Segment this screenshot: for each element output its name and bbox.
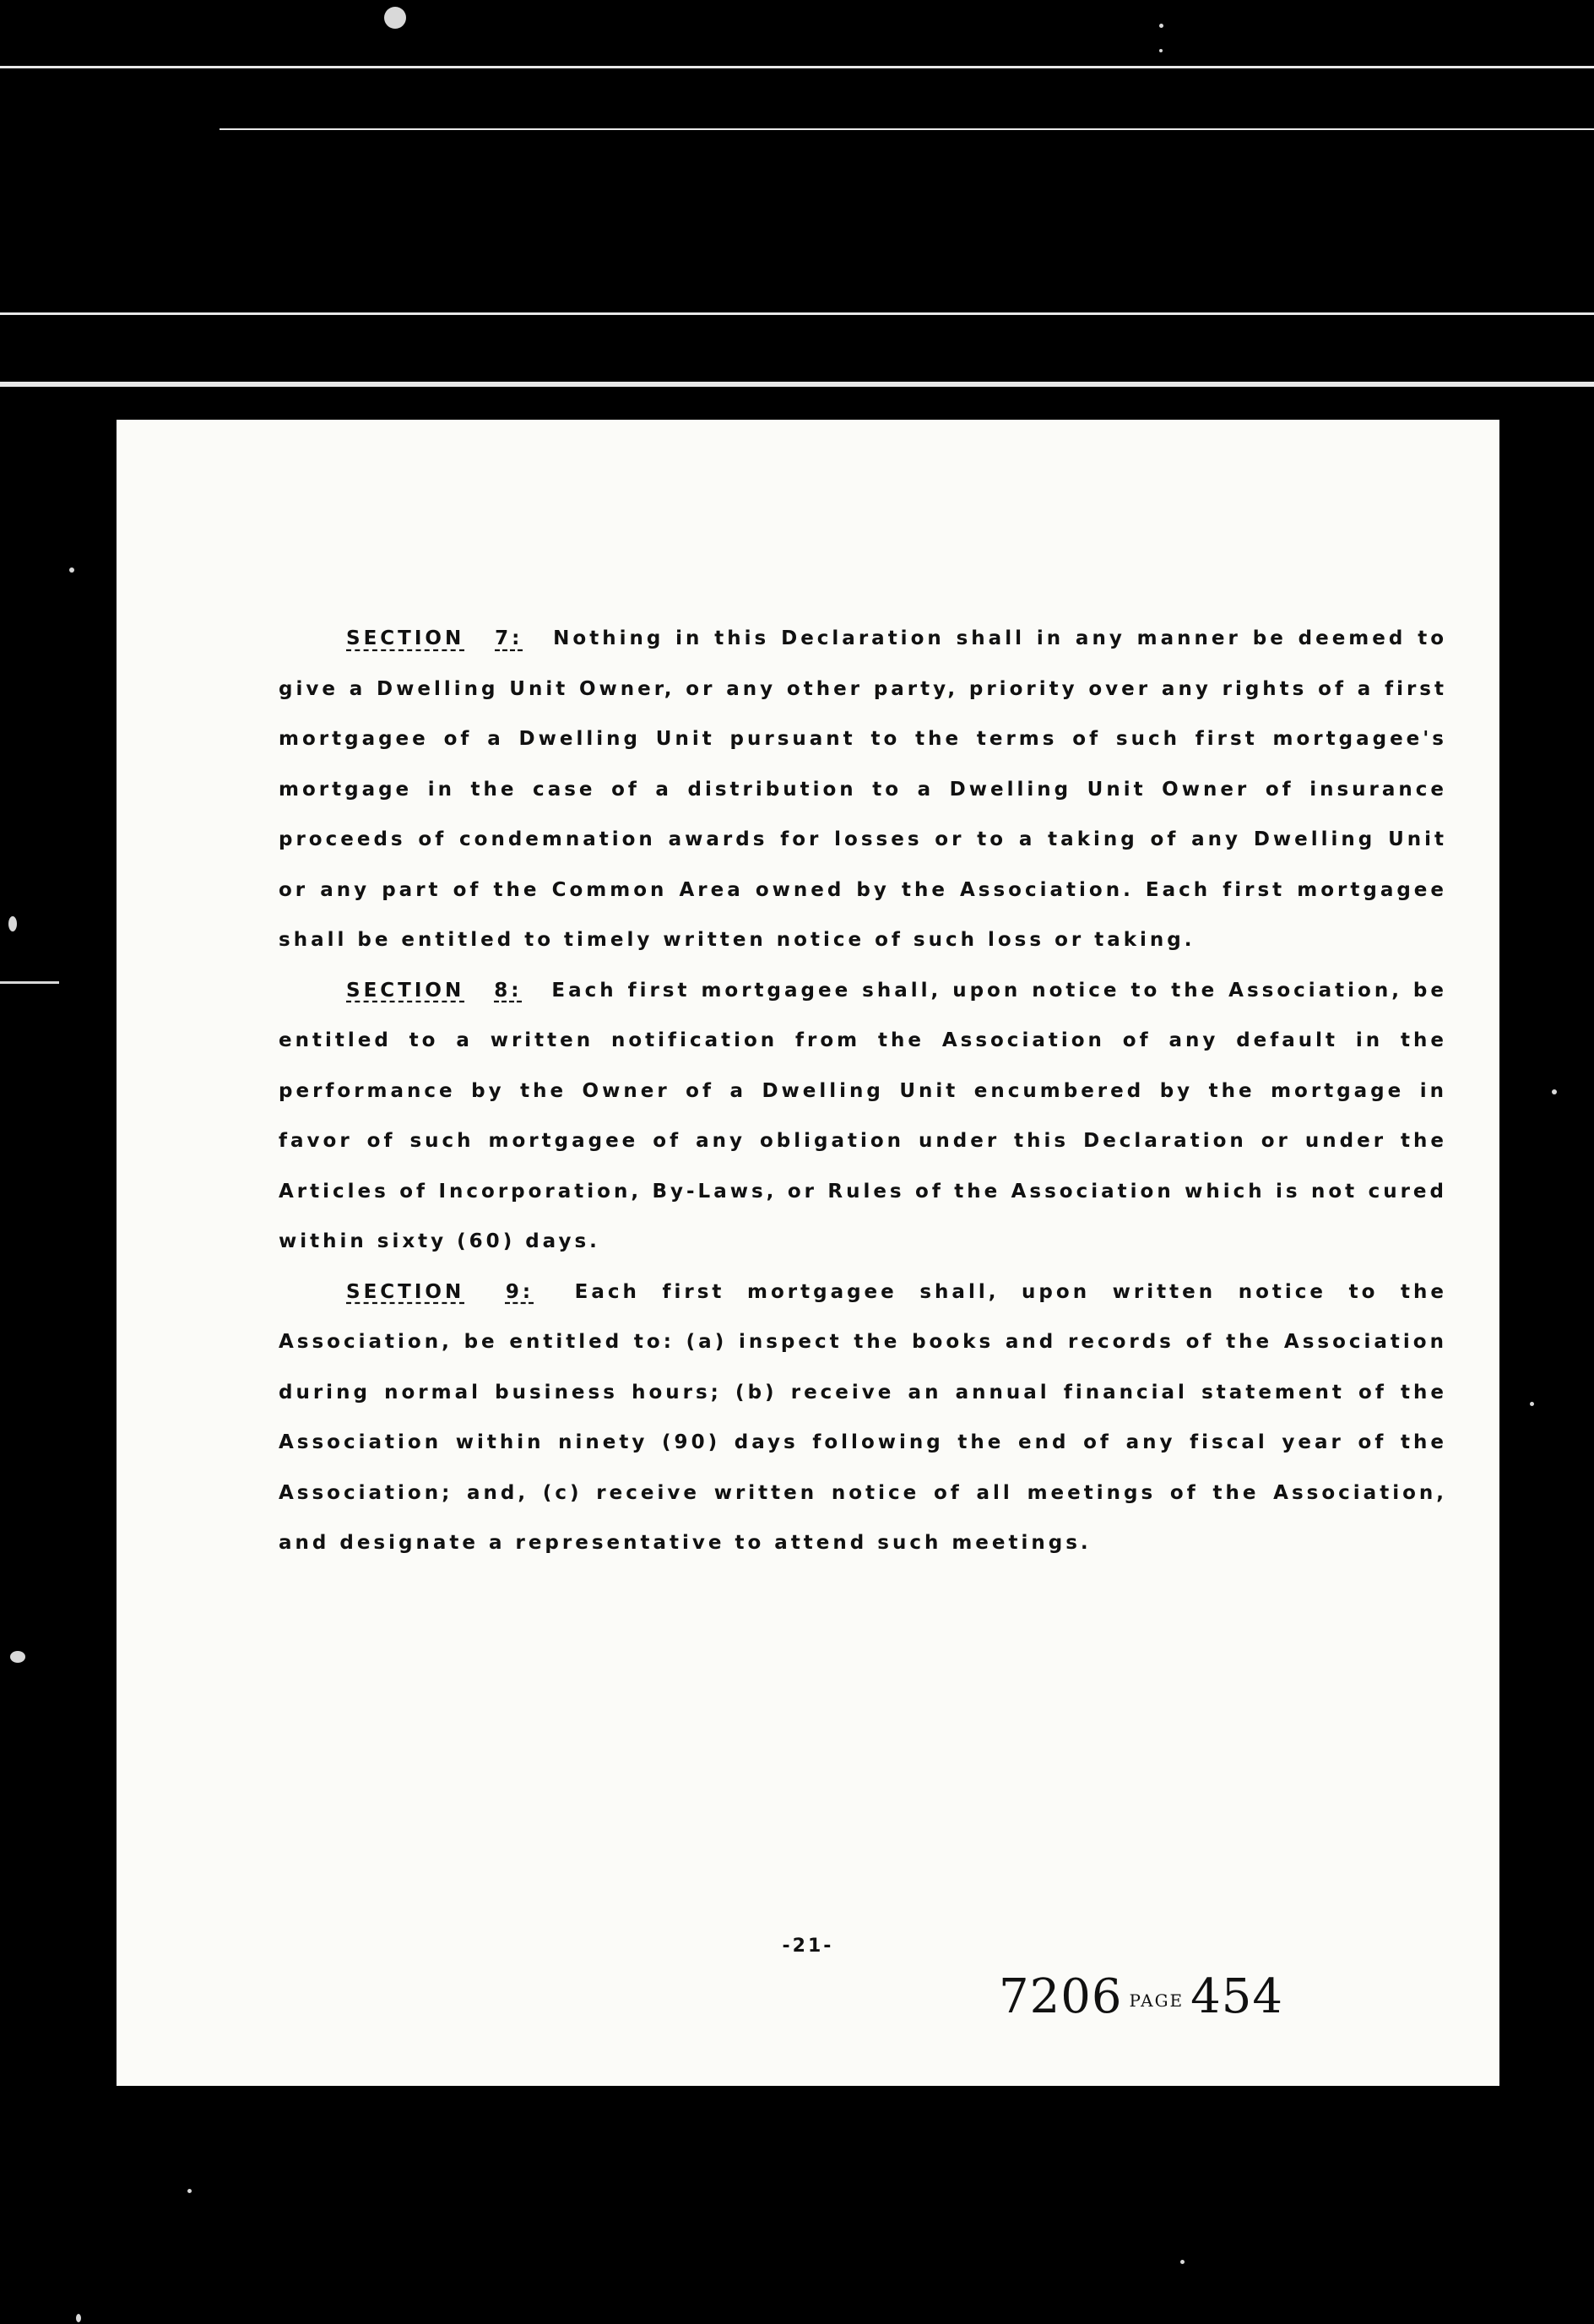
scan-rule-line xyxy=(0,312,1594,315)
recording-stamp xyxy=(999,1969,1283,2024)
stamp-page-number: 454 xyxy=(1190,1969,1284,2024)
section-heading: SECTION xyxy=(346,979,465,1002)
scan-speck xyxy=(1159,24,1163,28)
section-number: 7: xyxy=(495,627,523,649)
section-heading: SECTION xyxy=(346,1280,465,1303)
section-heading: SECTION xyxy=(346,627,465,649)
section-text: Each first mortgagee shall, upon notice to the Association, be entitled to a written notification from the Association of any default in the performance by the Owner of a Dwelling Unit encumbered by the mortgage in favor of such mortgagee of any obligation under this Declaration or under the Articles of Incorporation, By-Laws, or Rules of the Association which is not cured within sixty (60) days. xyxy=(279,979,1447,1252)
section-text: Nothing in this Declaration shall in any manner be deemed to give a Dwelling Unit Owner, or any other party, priority over any rights of a first mortgagee of a Dwelling Unit pursuant to the terms of such first mortgagee's mortgage in the case of a distribution to a Dwelling Unit Owner of insurance proceeds of condemnation awards for losses or to a taking of any Dwelling Unit or any part of the Common Area owned by the Association. Each first mortgagee shall be entitled to timely written notice of such loss or taking. xyxy=(279,627,1447,951)
scan-rule-line xyxy=(0,382,1594,387)
scan-speck xyxy=(1180,2260,1185,2264)
section-text: Each first mortgagee shall, upon written notice to the Association, be entitled to: (a) inspect the books and records of the Association during normal business hours; (b) receive an annual financial statement of the Association within ninety (90) days following the end of any fiscal year of the Association; and, (c) receive written notice of all meetings of the Association, and designate a representative to attend such meetings. xyxy=(279,1280,1447,1554)
scan-speck xyxy=(8,916,17,931)
scan-speck xyxy=(187,2189,192,2193)
scan-speck xyxy=(1552,1089,1557,1094)
section-number: 9: xyxy=(505,1280,534,1303)
scan-speck xyxy=(1530,1402,1534,1406)
section-7 xyxy=(279,614,1447,966)
scan-rule-line xyxy=(0,66,1594,68)
stamp-page-label: PAGE xyxy=(1129,1990,1185,2011)
scan-rule-line xyxy=(220,128,1594,130)
scan-speck xyxy=(384,7,406,29)
scan-speck xyxy=(69,567,74,573)
page-number: -21- xyxy=(782,1936,834,1957)
scan-speck xyxy=(0,981,59,984)
scan-speck xyxy=(1159,49,1163,52)
section-8 xyxy=(279,966,1447,1268)
section-number: 8: xyxy=(494,979,523,1002)
stamp-book-number: 7206 xyxy=(999,1969,1123,2024)
section-9 xyxy=(279,1268,1447,1569)
document-body xyxy=(279,614,1447,1569)
scan-speck xyxy=(10,1651,25,1663)
document-page xyxy=(117,420,1499,2086)
scan-speck xyxy=(76,2314,81,2322)
